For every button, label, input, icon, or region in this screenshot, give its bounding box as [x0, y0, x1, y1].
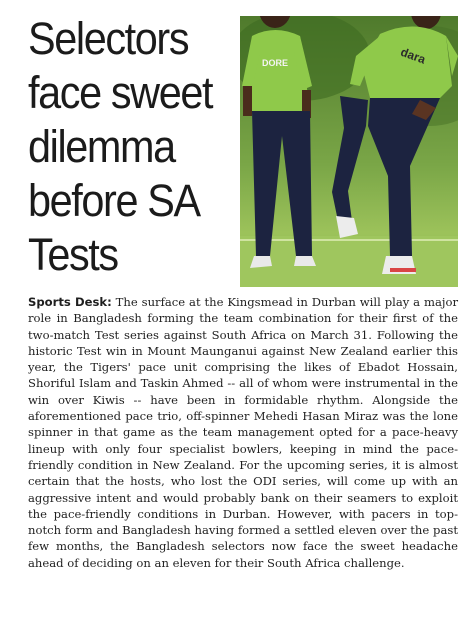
jersey-text-right: dara	[398, 44, 428, 67]
article-body-text: The surface at the Kingsmead in Durban will play a major role in Bangladesh forming the team combination for their first of the two-match Test series against South Africa on March 31. Following the historic Test win in Mount Maunganui against New Zealand earlier this year, the Tigers' pace unit comprising the likes of Ebadot Hossain, Shoriful Islam and Taskin Ahmed -- all of whom were instrumental in the win over Kiwis -- have been in formidable rhythm. Alongside the aforementioned pace trio, off-spinner Mehedi Hasan Miraz was the lone spinner in that game as the team management opted for a pace-heavy lineup with only four specialist bowlers, keeping in mind the pace-friendly condition in New Zealand. For the upcoming series, it is almost certain that the hosts, who lost the ODI series, will come up with an aggressive intent and would probably bank on their seamers to exploit the pace-friendly conditions in Durban. However, with pacers in top-notch form and Bangladesh having formed a settled eleven over the past few months, the Bangladesh selectors now face the sweet headache ahead of deciding on an eleven for their South Africa challenge.	[28, 295, 459, 570]
headline-line: Selectors	[28, 13, 189, 64]
headline-line: Tests	[28, 229, 118, 280]
headline-line: face sweet	[28, 67, 213, 118]
headline	[28, 12, 217, 282]
dateline: Sports Desk:	[28, 295, 112, 309]
headline-line: dilemma	[28, 121, 175, 172]
jersey-text-left: DORE	[262, 58, 289, 68]
article-body	[28, 294, 458, 571]
article-photo	[240, 16, 458, 287]
headline-line: before SA	[28, 175, 200, 226]
